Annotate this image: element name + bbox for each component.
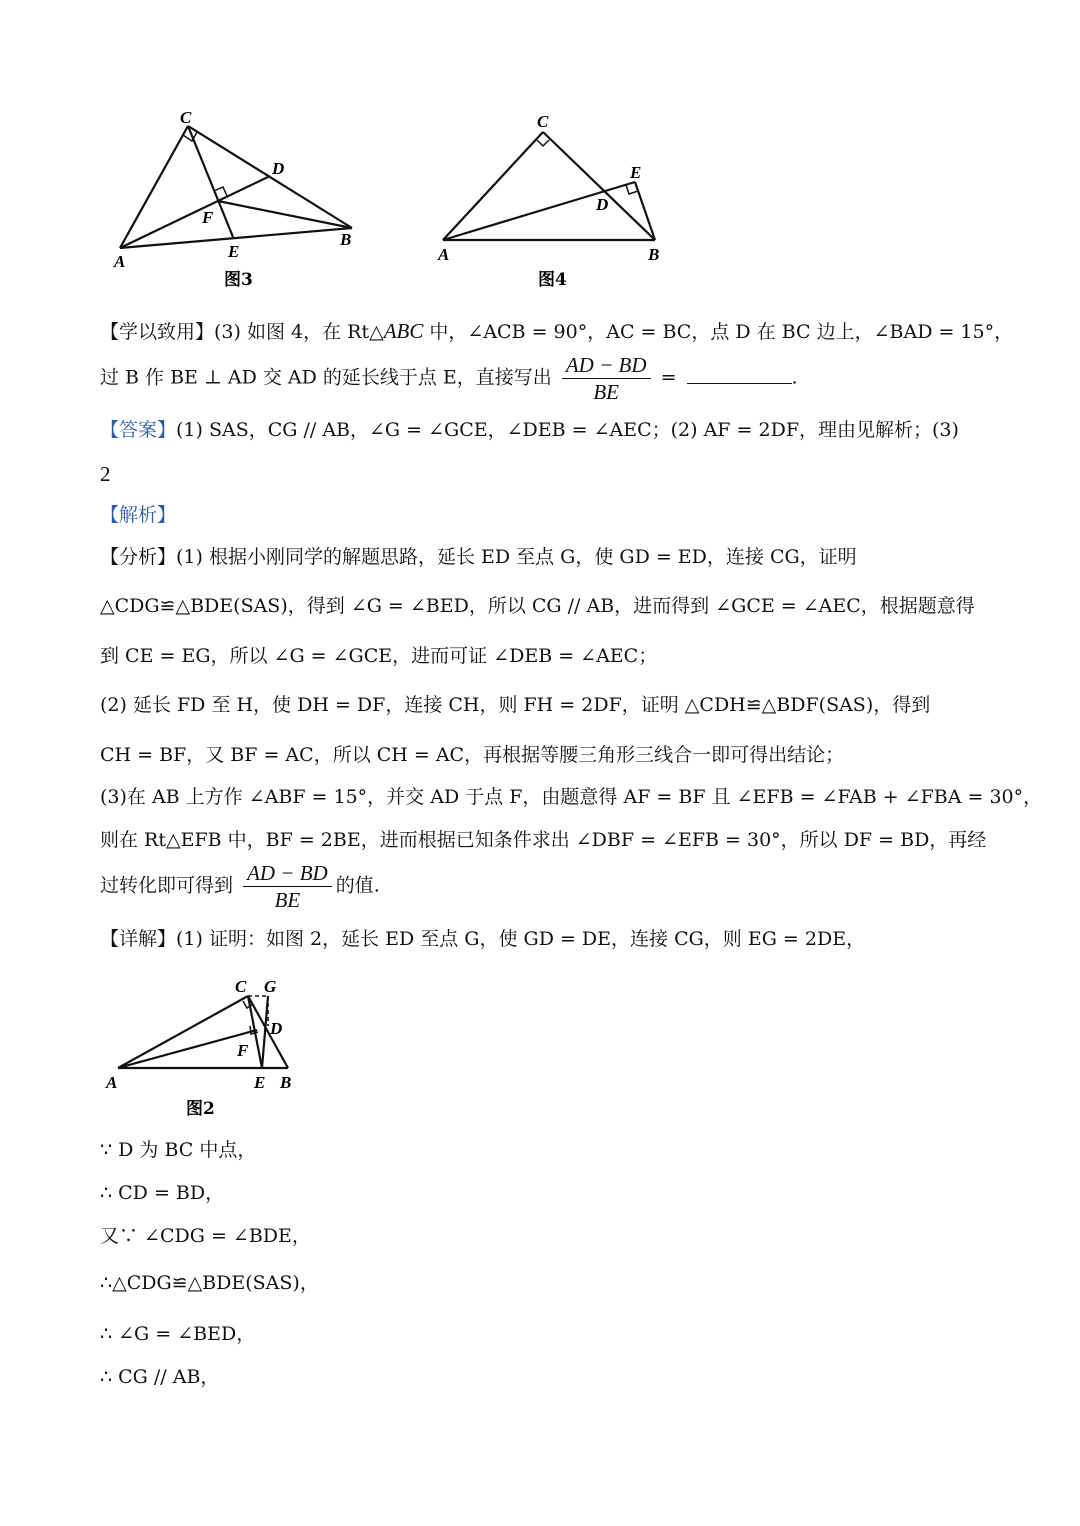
problem-fraction-denominator: BE bbox=[593, 380, 620, 404]
fig4-label-a: A bbox=[438, 245, 450, 264]
answer-line-1 bbox=[100, 415, 959, 445]
analysis-p5: CH = BF，又 BF = AC，所以 CH = AC，再根据等腰三角形三线合一即可得出结论； bbox=[100, 744, 845, 766]
fig2-label-c: C bbox=[235, 977, 247, 996]
analysis-p4: (2) 延长 FD 至 H，使 DH = DF，连接 CH，则 FH = 2DF，证明 △CDH≌△BDF(SAS)，得到 bbox=[100, 694, 931, 716]
detail-step-1: ∵ D 为 BC 中点， bbox=[100, 1139, 257, 1161]
answer-tag: 【答案】 bbox=[100, 419, 177, 441]
analysis-p8-a: 过转化即可得到 bbox=[100, 874, 234, 897]
fig4-label-b: B bbox=[648, 245, 660, 264]
problem-line1-a: (3) 如图 4，在 Rt△ bbox=[214, 321, 384, 343]
detail-step-6: ∴ CG // AB， bbox=[100, 1366, 220, 1388]
fig3-label-b: B bbox=[340, 230, 352, 249]
analysis-p8 bbox=[100, 860, 380, 913]
detail-step-2: ∴ CD = BD， bbox=[100, 1182, 225, 1204]
fig3-label-f: F bbox=[202, 208, 214, 227]
figure-3 bbox=[110, 105, 370, 290]
fig4-label-e: E bbox=[630, 163, 642, 182]
fig3-label-d: D bbox=[272, 159, 285, 178]
fig4-right-angle-c bbox=[537, 140, 549, 146]
analysis-p6: (3)在 AB 上方作 ∠ABF = 15°，并交 AD 于点 F，由题意得 AF = BF 且 ∠EFB = ∠FAB + ∠FBA = 30°， bbox=[100, 786, 1043, 808]
analysis-p3: 到 CE = EG，所以 ∠G = ∠GCE，进而可证 ∠DEB = ∠AEC； bbox=[100, 645, 658, 667]
fig2-label-f: F bbox=[237, 1041, 249, 1060]
problem-line1-b: ABC bbox=[383, 319, 424, 343]
analysis-p7: 则在 Rt△EFB 中，BF = 2BE，进而根据已知条件求出 ∠DBF = ∠EFB = 30°，所以 DF = BD，再经 bbox=[100, 829, 987, 851]
fig2-label-a: A bbox=[106, 1073, 118, 1092]
problem-tag: 【学以致用】 bbox=[100, 321, 215, 343]
fig3-label-a: A bbox=[114, 252, 126, 271]
fig2-label-e: E bbox=[254, 1073, 266, 1092]
analysis-p8-b: 的值. bbox=[335, 874, 380, 897]
fig4-side-cb bbox=[543, 132, 655, 240]
analysis-fraction bbox=[243, 860, 332, 913]
detail-step-4: ∴△CDG≌△BDE(SAS)， bbox=[100, 1272, 319, 1294]
analysis-fraction-numerator: AD − BD bbox=[243, 860, 332, 887]
fig2-caption: 图2 bbox=[186, 1099, 215, 1119]
problem-line2-a: 过 B 作 BE ⊥ AD 交 AD 的延长线于点 E，直接写出 bbox=[100, 366, 552, 389]
problem-line2-b: = bbox=[654, 366, 683, 389]
analysis-p1: 【分析】(1) 根据小刚同学的解题思路，延长 ED 至点 G，使 GD = ED，连接 CG，证明 bbox=[100, 546, 857, 568]
fig4-label-d: D bbox=[596, 195, 609, 214]
fig4-caption: 图4 bbox=[538, 270, 567, 290]
answer-text: (1) SAS，CG // AB，∠G = ∠GCE，∠DEB = ∠AEC；(2) AF = 2DF，理由见解析；(3) bbox=[176, 419, 959, 441]
fig3-label-c: C bbox=[180, 108, 192, 127]
fig3-label-e: E bbox=[228, 242, 240, 261]
problem-line-1 bbox=[100, 316, 1013, 347]
figure-4 bbox=[430, 105, 680, 290]
answer-line-2: 2 bbox=[100, 462, 111, 486]
fig2-label-d: D bbox=[270, 1019, 283, 1038]
detail-step-3: 又∵ ∠CDG = ∠BDE， bbox=[100, 1225, 311, 1247]
fig3-side-ca bbox=[120, 126, 188, 248]
problem-line2-end: . bbox=[791, 366, 798, 389]
figure-2 bbox=[100, 968, 320, 1123]
problem-fraction bbox=[562, 352, 651, 405]
fig2-label-g: G bbox=[264, 977, 277, 996]
fig2-side-ca bbox=[118, 996, 248, 1068]
fig4-label-c: C bbox=[537, 112, 549, 131]
fig2-label-b: B bbox=[280, 1073, 292, 1092]
analysis-fraction-denominator: BE bbox=[274, 888, 301, 912]
problem-line1-c: 中，∠ACB = 90°，AC = BC，点 D 在 BC 边上，∠BAD = 15°， bbox=[423, 321, 1014, 343]
problem-fraction-numerator: AD − BD bbox=[562, 352, 651, 379]
problem-line-2 bbox=[100, 352, 798, 405]
answer-blank bbox=[687, 365, 792, 384]
detail-step-5: ∴ ∠G = ∠BED， bbox=[100, 1323, 256, 1345]
analysis-tag: 【解析】 bbox=[100, 504, 177, 526]
detail-line-1: 【详解】(1) 证明：如图 2，延长 ED 至点 G，使 GD = DE，连接 CG，则 EG = 2DE， bbox=[100, 928, 866, 950]
fig3-caption: 图3 bbox=[224, 270, 253, 290]
analysis-p2: △CDG≌△BDE(SAS)，得到 ∠G = ∠BED，所以 CG // AB，进而得到 ∠GCE = ∠AEC，根据题意得 bbox=[100, 595, 975, 617]
